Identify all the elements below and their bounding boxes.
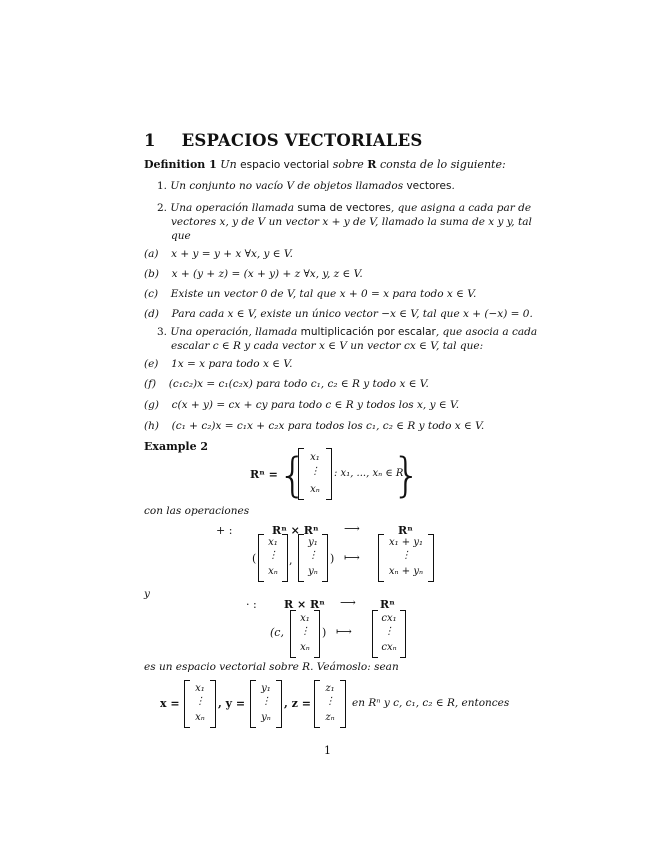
- plus-vector-sum: [378, 534, 434, 582]
- vx-first: x₁: [195, 683, 205, 694]
- right-brace: }: [392, 448, 422, 502]
- dot-codomain: Rⁿ: [380, 598, 395, 611]
- dot-x-last: xₙ: [300, 642, 310, 653]
- axiom-a-label: (a): [144, 248, 159, 260]
- axiom-g: [144, 399, 459, 411]
- item-3-text-a: Una operación, llamada: [170, 326, 298, 338]
- set-condition: : x₁, ..., xₙ ∈ R: [334, 468, 404, 479]
- axiom-g-text: c(x + y) = cx + cy para todo c ∈ R y todos los x, y ∈ V.: [171, 399, 460, 411]
- item-1-V: V: [286, 180, 295, 192]
- page-number: 1: [324, 744, 331, 757]
- left-brace: {: [278, 448, 308, 502]
- axiom-e-text: 1x = x para todo x ∈ V.: [171, 358, 293, 370]
- cx-first: cx₁: [381, 613, 397, 624]
- dot-domain: R × Rⁿ: [284, 598, 325, 611]
- item-2-line-3: que: [171, 230, 191, 242]
- item-2-term: suma de vectores: [297, 202, 391, 214]
- dot-c-open: (c,: [270, 626, 284, 639]
- plus-y-dots: ⋮: [308, 550, 318, 561]
- axiom-d-text: Para cada x ∈ V, existe un único vector −x ∈ V, tal que x + (−x) = 0.: [171, 308, 533, 320]
- dot-x-first: x₁: [300, 613, 310, 624]
- item-1: [157, 180, 455, 192]
- vy-last: yₙ: [261, 712, 271, 723]
- item-1-num: 1.: [157, 180, 168, 192]
- set-vector: [298, 448, 332, 500]
- axiom-e: [144, 358, 292, 370]
- plus-comma: ,: [289, 554, 293, 567]
- item-3-term: multiplicación por escalar: [300, 326, 436, 338]
- item-3-text-b: , que asocia a cada: [435, 326, 538, 338]
- conclusion-line: es un espacio vectorial sobre R. Veámoslo: sean: [144, 661, 399, 673]
- item-2-text-b: , que asigna a cada par de: [390, 202, 532, 214]
- x-equals: x =: [160, 697, 180, 710]
- axiom-c-label: (c): [144, 288, 159, 300]
- axiom-c: [144, 288, 476, 300]
- vx-last: xₙ: [195, 712, 205, 723]
- definition-label: Definition 1: [144, 158, 217, 171]
- axiom-h-text: (c₁ + c₂)x = c₁x + c₂x para todos los c₁, c₂ ∈ R y todo x ∈ V.: [171, 420, 485, 432]
- item-1-term: vectores: [406, 180, 452, 192]
- plus-y-first: y₁: [308, 537, 318, 548]
- plus-y-last: yₙ: [308, 566, 318, 577]
- y-equals: , y =: [218, 697, 246, 710]
- axiom-f-text: (c₁c₂)x = c₁(c₂x) para todo c₁, c₂ ∈ R y todo x ∈ V.: [168, 378, 429, 390]
- plus-arrow: ⟶: [344, 522, 360, 535]
- y-word: y: [144, 588, 150, 600]
- axiom-d: [144, 308, 533, 320]
- dot-close-paren: ): [322, 626, 327, 639]
- axiom-a: [144, 248, 293, 260]
- vector-z: [314, 680, 346, 728]
- item-3-num: 3.: [157, 326, 168, 338]
- axiom-h-label: (h): [144, 420, 159, 432]
- set-vector-last: xₙ: [310, 484, 320, 495]
- plus-x-last: xₙ: [268, 566, 278, 577]
- plus-operator: + :: [216, 524, 233, 537]
- axiom-f-label: (f): [144, 378, 157, 390]
- dot-operator: · :: [246, 598, 257, 611]
- set-lhs: Rⁿ =: [250, 468, 278, 481]
- definition-intro-c: consta de lo siguiente:: [379, 158, 506, 171]
- vector-y: [250, 680, 282, 728]
- item-2-line-2: vectores x, y de V un vector x + y de V, llamado la suma de x y y, tal: [171, 216, 532, 228]
- item-1-text-b: de objetos llamados: [297, 180, 404, 192]
- sum-last: xₙ + yₙ: [388, 566, 424, 577]
- section-title-text: ESPACIOS VECTORIALES: [181, 131, 423, 150]
- set-vector-dots: ⋮: [310, 466, 320, 477]
- vy-dots: ⋮: [261, 696, 271, 707]
- axiom-a-text: x + y = y + x ∀x, y ∈ V.: [171, 248, 294, 260]
- axiom-b: [144, 268, 363, 280]
- dot-vector-cx: [372, 610, 406, 658]
- dot-arrow: ⟶: [340, 596, 356, 609]
- sum-dots: ⋮: [401, 550, 411, 561]
- set-vector-first: x₁: [310, 452, 320, 463]
- item-2-line-1: [157, 202, 531, 214]
- plus-vector-x: [258, 534, 288, 582]
- vx-dots: ⋮: [195, 696, 205, 707]
- definition-intro-a: Un: [220, 158, 237, 171]
- definition-term: espacio vectorial: [240, 159, 330, 171]
- definition-field: R: [367, 158, 377, 171]
- vy-first: y₁: [261, 683, 271, 694]
- section-title: [144, 131, 422, 150]
- vectors-tail: en Rⁿ y c, c₁, c₂ ∈ R, entonces: [352, 697, 510, 709]
- axiom-h: [144, 420, 484, 432]
- axiom-d-label: (d): [144, 308, 159, 320]
- item-1-end: .: [451, 180, 455, 192]
- item-3-line-2: escalar c ∈ R y cada vector x ∈ V un vector cx ∈ V, tal que:: [171, 340, 484, 352]
- axiom-e-label: (e): [144, 358, 159, 370]
- example-label: Example 2: [144, 440, 209, 453]
- plus-x-dots: ⋮: [268, 550, 278, 561]
- item-1-text-a: Un conjunto no vacío: [170, 180, 284, 192]
- plus-codomain: Rⁿ: [398, 524, 413, 537]
- item-3-line-1: [157, 326, 537, 338]
- dot-vector-x: [290, 610, 320, 658]
- operations-intro: con las operaciones: [144, 505, 250, 517]
- vector-x: [184, 680, 216, 728]
- section-number: 1: [144, 131, 156, 150]
- plus-open-paren: (: [252, 552, 257, 565]
- definition-line: [144, 158, 506, 171]
- vz-last: zₙ: [325, 712, 335, 723]
- axiom-g-label: (g): [144, 399, 159, 411]
- cx-last: cxₙ: [381, 642, 397, 653]
- definition-intro-b: sobre: [332, 158, 364, 171]
- z-equals: , z =: [284, 697, 311, 710]
- cx-dots: ⋮: [384, 626, 394, 637]
- plus-mapsto: ⟼: [344, 551, 360, 564]
- dot-x-dots: ⋮: [300, 626, 310, 637]
- axiom-c-text: Existe un vector 0 de V, tal que x + 0 = x para todo x ∈ V.: [170, 288, 477, 300]
- dot-mapsto: ⟼: [336, 625, 352, 638]
- sum-first: x₁ + y₁: [388, 537, 424, 548]
- vz-first: z₁: [325, 683, 335, 694]
- plus-x-first: x₁: [268, 537, 278, 548]
- axiom-b-label: (b): [144, 268, 159, 280]
- item-2-text-a: Una operación llamada: [170, 202, 294, 214]
- plus-domain: Rⁿ × Rⁿ: [272, 524, 319, 537]
- vz-dots: ⋮: [325, 696, 335, 707]
- plus-close-paren: ): [330, 552, 335, 565]
- axiom-f: [144, 378, 429, 390]
- axiom-b-text: x + (y + z) = (x + y) + z ∀x, y, z ∈ V.: [171, 268, 363, 280]
- item-2-num: 2.: [157, 202, 168, 214]
- plus-vector-y: [298, 534, 328, 582]
